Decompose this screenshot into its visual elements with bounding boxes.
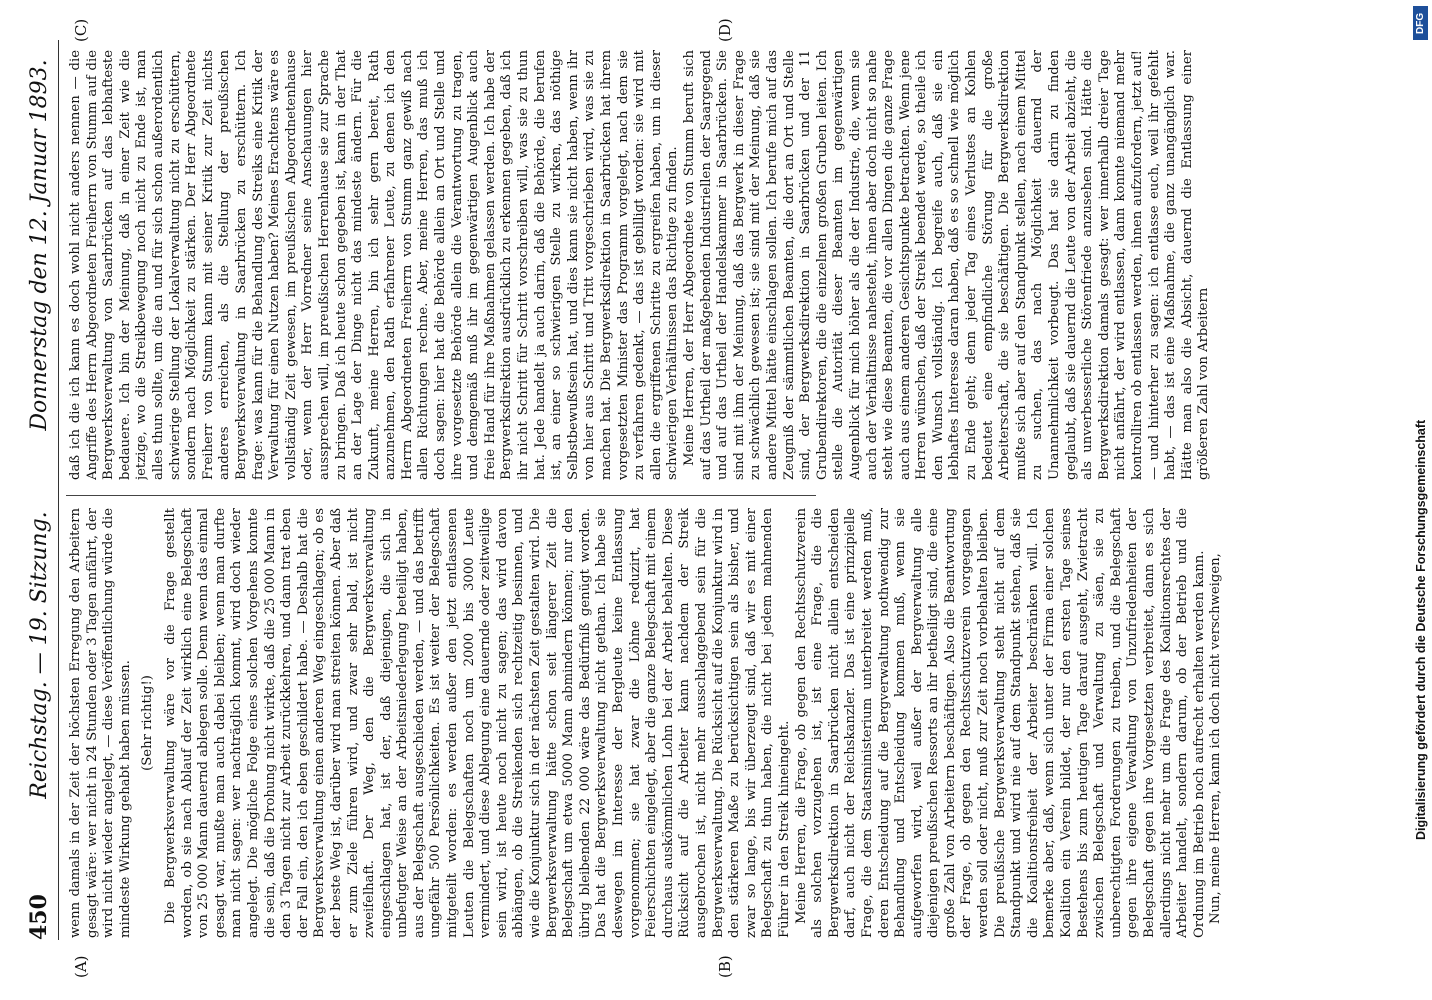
margin-marker-d: (D) — [716, 18, 734, 42]
margin-marker-a: (A) — [72, 955, 90, 978]
margin-marker-b: (B) — [716, 955, 734, 978]
right-column — [68, 50, 1356, 480]
paragraph: wenn damals in der Zeit der höchsten Erregung den Arbeitern gesagt wäre: wer nicht in 24 Stunden oder 3 Tagen anfährt, der wird nicht wieder angelegt, — diese Veröffentlichung würde die mindeste Wirkung gehabt haben müssen. — [68, 508, 133, 938]
paragraph: Meine Herren, die Frage, ob gegen den Rechtsschutzverein als solchen vorzugehen ist, ist eine Frage, die die Bergwerksdirektion in Saarbrücken nicht allein entscheiden darf, auch nicht der Reichskanzler. Das ist eine prinzipielle Frage, die dem Staatsministerium unterbreitet werden muß, deren Entscheidung auf die Bergverwaltung nothwendig zur Behandlung und Entscheidung kommen muß, wenn sie aufgeworfen wird, weil außer der Bergverwaltung alle diejenigen preußischen Ressorts an ihr betheiligt sind, die eine große Zahl von Arbeitern beschäftigen. Also die Beantwortung der Frage, ob gegen den Rechtsschutzverein vorgegangen werden soll oder nicht, muß zur Zeit noch vorbehalten bleiben. Die preußische Bergwerksverwaltung steht nicht auf dem Standpunkt und wird nie auf dem Standpunkt stehen, daß sie die Koalitionsfreiheit der Arbeiter beschränken will. Ich bemerke aber, daß, wenn sich unter der Firma einer solchen Koalition ein Verein bildet, der nur den ersten Tage seines Bestehens bis zum heutigen Tage darauf ausgeht, Zwietracht zwischen Belegschaft und Verwaltung zu säen, sie zu unberechtigten Forderungen zu treiben, und die Belegschaft gegen ihre eigene Verwaltung von Unzufriedenheiten der Belegschaft gegen ihre Vorgesetzten verbreitet, dann es sich allerdings nicht mehr um die Frage des Koalitionsrechtes der Arbeiter handelt, sondern darum, ob der Betrieb und die Ordnung im Betrieb noch aufrecht erhalten werden kann. — [793, 508, 1207, 938]
page-number: 450 — [26, 894, 52, 940]
paragraph: Nun, meine Herren, kann ich doch nicht verschweigen, — [1208, 553, 1224, 924]
paragraph: daß ich die ich kann es doch wohl nicht anders nennen — die Angriffe des Herrn Abgeordneten Freiherrn von Stumm auf die Bergwerksverwaltung von Saarbrücken auf das lebhafteste bedauere. Ich bin der Meinung, daß in einer Zeit wie die jetzige, wo die Streikbewegung noch nicht zu Ende ist, man alles thun sollte, um die an und für sich schon außerordentlich schwierige Stellung der Lokalverwaltung nicht zu erschüttern, sondern nach Möglichkeit zu stärken. Der Herr Abgeordnete Freiherr von Stumm kann mit seiner Kritik zur Zeit nichts anderes erreichen, als die Stellung der preußischen Bergwerksverwaltung in Saarbrücken zu erschüttern. Ich frage: was kann für die Behandlung des Streiks eine Kritik der Verwaltung für einen Nutzen haben? Meines Erachtens wäre es vollständig Zeit gewesen, im preußischen Abgeordnetenhause oder, wenn der Herr Vorredner seine Anschauungen hier aussprechen will, im preußischen Herrenhause sie zur Sprache zu bringen. Daß ich heute schon gegeben ist, kann in der That an der Lage der Dinge nicht das mindeste ändern. Für die Zukunft, meine Herren, bin ich sehr gern bereit, Rath anzunehmen, den Rath erfahrener Leute, zu denen ich den Herrn Abgeordneten Freiherrn von Stumm ganz gewiß nach allen Richtungen rechne. Aber, meine Herren, das muß ich doch sagen: hier hat die Behörde allein an Ort und Stelle und ihre vorgesetzte Behörde allein die Verantwortung zu tragen, und demgemäß muß ihr im gegenwärtigen Augenblick auch freie Hand für ihre Maßnahmen gelassen werden. Ich habe der Bergwerksdirektion ausdrücklich zu erkennen gegeben, daß ich ihr nicht Schritt für Schritt vorschreiben will, was sie zu thun hat. Jede handelt ja auch darin, daß die Behörde, die berufen ist, an einer so schwierigen Stelle zu wirken, das nöthige Selbstbewußtsein hat, und dies kann sie nicht haben, wenn ihr von hier aus Schritt und Tritt vorgeschrieben wird, was sie zu machen hat. Die Bergwerksdirektion in Saarbrücken hat ihrem vorgesetzten Minister das Programm vorgelegt, nach dem sie zu verfahren gedenkt, — das ist gebilligt worden: sie wird mit allen die ergriffenen Schritte zu ergreifen haben, um in dieser schwierigen Verhältnissen das Richtige zu finden. — [68, 50, 681, 480]
left-column — [68, 508, 1356, 938]
digitization-note: Digitalisierung gefördert durch die Deutsche Forschungsgemeinschaft — [1414, 419, 1428, 840]
header-date: Donnerstag den 12. Januar 1893. — [26, 59, 52, 431]
rotated-document-page — [16, 0, 1376, 1000]
header-rule — [58, 40, 59, 940]
margin-marker-c: (C) — [72, 18, 90, 42]
paragraph: Meine Herren, der Herr Abgeordnete von Stumm beruft sich auf das Urtheil der maßgebenden Industriellen der Saargegend und auf das Urtheil der Handelskammer in Saarbrücken. Sie sind mit ihm der Meinung, daß das Bergwerk in dieser Frage zu schwächlich gewesen ist; sie sind mit der Meinung, daß sie andere Mittel hätte einschlagen sollen. Ich berufe mich auf das Zeugniß der sämmtlichen Beamten, die dort an Ort und Stelle sind, der Bergwerksdirektion in Saarbrücken und der 11 Grubendirektoren, die die einzelnen großen Gruben leiten. Ich stelle die Autorität dieser Beamten im gegenwärtigen Augenblick für mich höher als die der Industrie, die, wenn sie auch der Verhältnisse nahesteht, ihnen aber doch nicht so nahe steht wie diese Beamten, die vor allen Dingen die ganze Frage auch aus einem anderen Gesichtspunkte betrachten. Wenn jene Herren wünschen, daß der Streik beendet werde, so theile ich den Wunsch vollständig. Ich begreife auch, daß sie ein lebhaftes Interesse daran haben, daß es so schnell wie möglich zu Ende geht; denn jeder Tag eines Verlustes an Kohlen bedeutet eine empfindliche Störung für die große Arbeiterschaft, die sie beschäftigen. Die Bergwerksdirektion mußte sich aber auf den Standpunkt stellen, nach einem Mittel zu suchen, das nach Möglichkeit dauernd der Unannehmlichkeit vorbeugt. Das hat sie darin zu finden geglaubt, daß sie dauernd die Leute von der Arbeit abzieht, die als unverbesserliche Störenfriede anzusehen sind. Hätte die Bergwerksdirektion damals gesagt: wer innerhalb dreier Tage nicht anfährt, der wird entlassen, dann konnte niemand mehr kontrolliren ob entlassen werden, ihnen aufzufordern, jetzt auf! — und hinterher zu sagen: ich entlasse euch, weil ihr gefehlt habt, — das ist eine Maßnahme, die ganz unangänglich war. Hätte man also die Absicht, dauernd die Entlassung einer größeren Zahl von Arbeitern — [681, 50, 1212, 480]
column-divider — [66, 495, 816, 496]
header-session: Reichstag. — 19. Sitzung. — [26, 511, 52, 799]
interjection: (Sehr richtig!) — [140, 675, 156, 771]
dfg-logo: DFG — [1413, 6, 1428, 40]
paragraph: Die Bergwerksverwaltung wäre vor die Frage gestellt worden, ob sie nach Ablauf der Zeit wirklich eine Belegschaft von 25 000 Mann dauernd ablegen solle. Denn wenn das einmal gesagt war, mußte man auch dabei bleiben; wenn man durfte man nicht sagen: wer nachträglich kommt, wird doch wieder angelegt. Die mögliche Folge eines solchen Vorgehens konnte die sein, daß die Drohung nicht wirkte, daß die 25 000 Mann in den 3 Tagen nicht zur Arbeit zurückkehren, und dann trat eben der Fall ein, den ich eben geschildert habe. — Deshalb hat die Bergwerksverwaltung einen anderen Weg eingeschlagen; ob es der beste Weg ist, darüber wird man streiten können. Aber daß er zum Ziele führen wird, und zwar sehr bald, ist nicht zweifelhaft. Der Weg, den die Bergwerksverwaltung eingeschlagen hat, ist der, daß diejenigen, die sich in unbefugter Weise an der Arbeitsniederlegung beteiligt haben, aus der Belegschaft ausgeschieden werden, — und das betrifft ungefähr 500 Persönlichkeiten. Es ist weiter der Belegschaft mitgeteilt worden: es werden außer den jetzt entlassenen Leuten die Belegschaften noch um 2000 bis 3000 Leute vermindert, und diese Ablegung eine dauernde oder zeitweilige sein wird, ist heute noch nicht zu sagen; das wird davon abhängen, ob die Streikenden sich rechtzeitig besinnen, und wie die Konjunktur sich in der nächsten Zeit gestalten wird. Die Bergwerksverwaltung hätte schon seit längerer Zeit die Belegschaft um etwa 5000 Mann abmindern können; nur den übrig bleibenden 22 000 wäre das Bedürfniß genügt worden. Das hat die Bergwerksverwaltung nicht gethan. Ich habe sie deswegen im Interesse der Bergleute keine Entlassung vorgenommen; sie hat zwar die Löhne reduzirt, hat Feierschichten eingelegt, aber die ganze Belegschaft mit einem durchaus auskömmlichen Lohn bei der Arbeit behalten. Diese Rücksicht auf die Arbeiter kann nachdem der Streik ausgebrochen ist, nicht mehr ausschlaggebend sein für die Bergwerksverwaltung. Die Rücksicht auf die Konjunktur wird in den stärkeren Maße zu berücksichtigen sein als bisher, und zwar so lange, bis wir überzeugt sind, daß wir es mit einer Belegschaft zu thun haben, die nicht bei jedem mahnenden Führer in den Streik hineingeht. — [162, 508, 792, 938]
page-header — [22, 40, 56, 940]
